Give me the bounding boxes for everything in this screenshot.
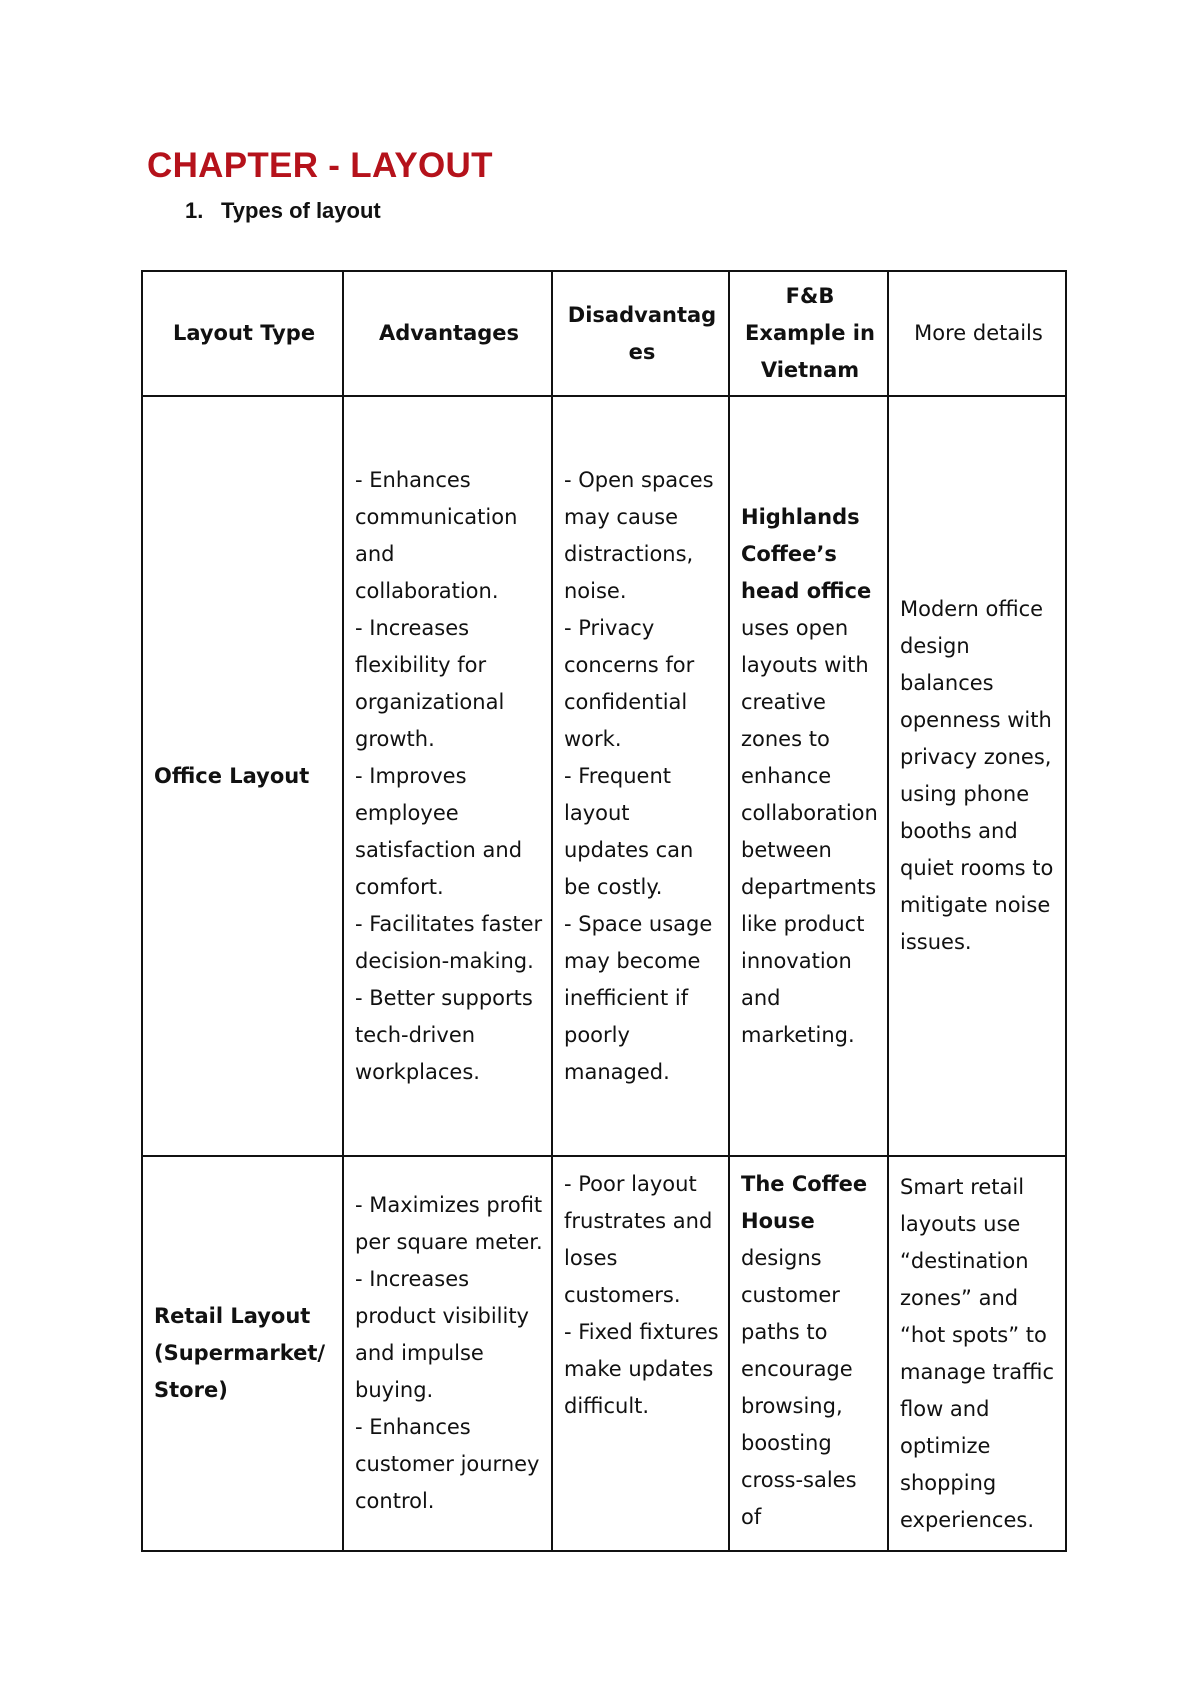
row-disadvantages (552, 1156, 729, 1551)
header-more-details: More details (888, 271, 1066, 396)
row-fb-example (729, 1156, 888, 1551)
table-row (142, 396, 1066, 1156)
advantage-item: - Facilitates faster decision-making. (355, 911, 543, 973)
table-row (142, 1156, 1066, 1551)
row-more-details: Modern office design balances openness with privacy zones, using phone booths and quiet rooms to mitigate noise issues. (888, 396, 1066, 1156)
table-header-row (142, 271, 1066, 396)
row-advantages (343, 396, 552, 1156)
fb-example-brand: The Coffee House (741, 1172, 868, 1233)
section-heading (185, 198, 381, 224)
advantage-item: - Enhances communication and collaboration. (355, 467, 518, 603)
advantage-item: - Better supports tech-driven workplaces. (355, 985, 533, 1084)
disadvantage-item: - Space usage may become inefficient if poorly managed. (564, 911, 713, 1084)
header-disadvantages: Disadvantages (552, 271, 729, 396)
row-disadvantages (552, 396, 729, 1156)
row-more-details: Smart retail layouts use “destination zones” and “hot spots” to manage traffic flow and optimize shopping experiences. (888, 1156, 1066, 1551)
advantage-item: - Increases flexibility for organizational growth. (355, 615, 505, 751)
row-layout-type: Office Layout (142, 396, 343, 1156)
chapter-title: CHAPTER - LAYOUT (147, 146, 493, 185)
disadvantage-item: - Frequent layout updates can be costly. (564, 763, 694, 899)
layout-types-table (141, 270, 1067, 1552)
row-advantages (343, 1156, 552, 1551)
header-layout-type: Layout Type (142, 271, 343, 396)
advantage-item: - Enhances customer journey control. (355, 1415, 540, 1513)
fb-example-text: designs customer paths to encourage browsing, boosting cross-sales of (741, 1246, 857, 1529)
advantage-item: - Maximizes profit per square meter. (355, 1193, 543, 1254)
fb-example-text: uses open layouts with creative zones to enhance collaboration between departments like product innovation and marketing. (741, 615, 878, 1047)
header-fb-example: F&B Example in Vietnam (729, 271, 888, 396)
advantage-item: - Increases product visibility and impulse buying. (355, 1267, 529, 1402)
disadvantage-item: - Open spaces may cause distractions, noise. (564, 467, 714, 603)
section-number: 1. (185, 198, 204, 223)
disadvantage-item: - Poor layout frustrates and loses customers. (564, 1172, 713, 1307)
disadvantage-item: - Privacy concerns for confidential work. (564, 615, 695, 751)
fb-example-brand: Highlands Coffee’s head office (741, 504, 872, 603)
section-title: Types of layout (221, 198, 381, 223)
row-layout-type: Retail Layout (Supermarket/Store) (142, 1156, 343, 1551)
disadvantage-item: - Fixed fixtures make updates difficult. (564, 1320, 719, 1418)
header-advantages: Advantages (343, 271, 552, 396)
advantage-item: - Improves employee satisfaction and comfort. (355, 763, 523, 899)
row-fb-example (729, 396, 888, 1156)
